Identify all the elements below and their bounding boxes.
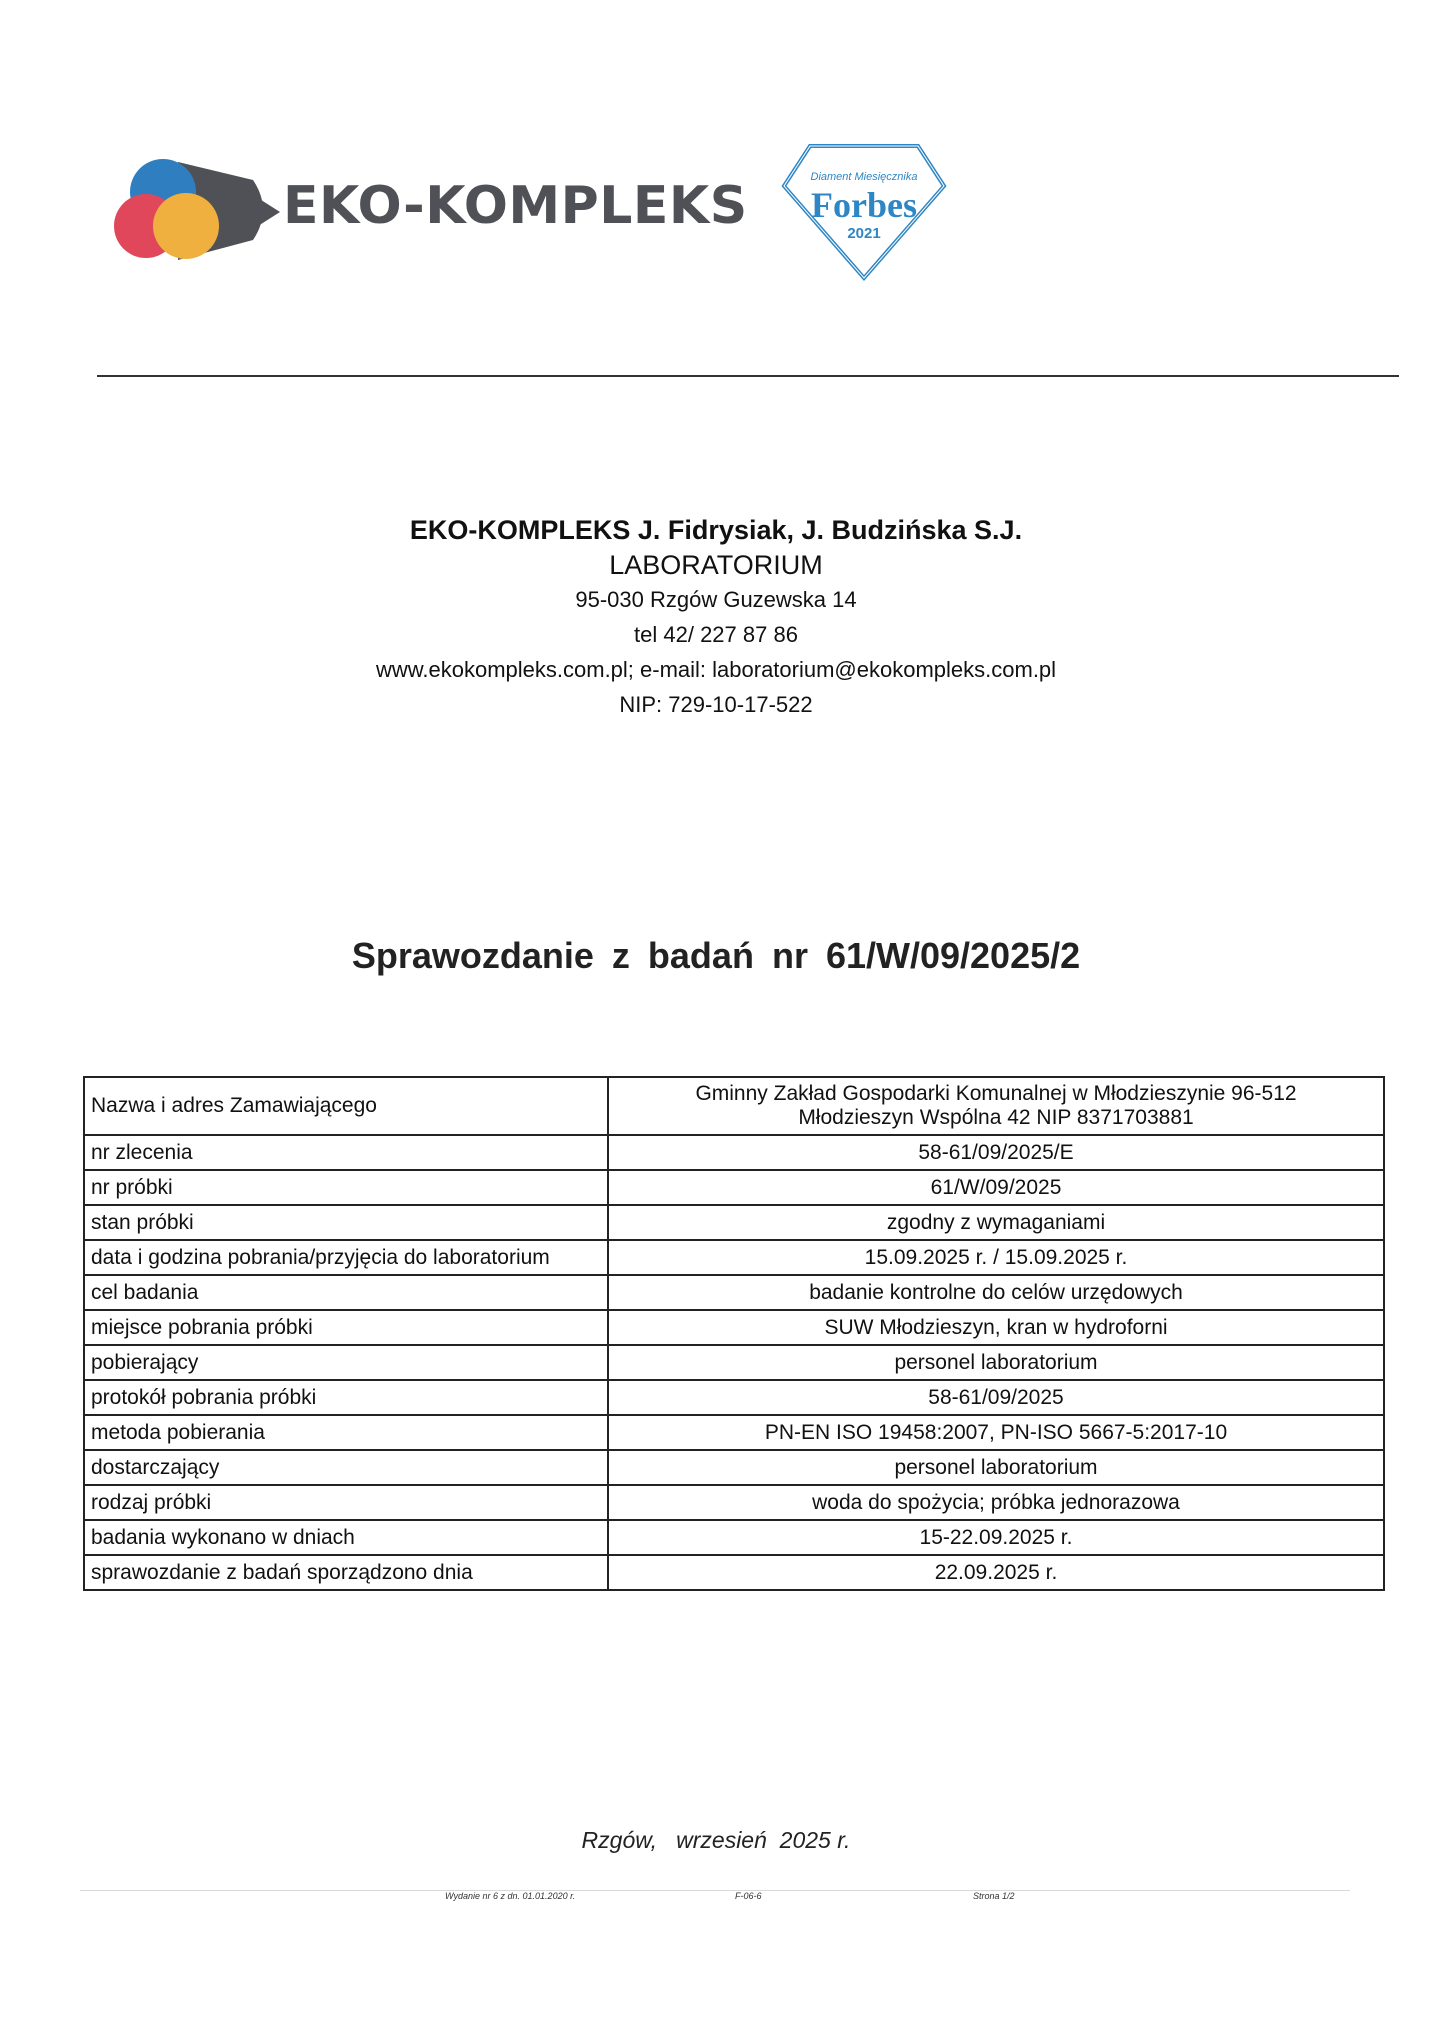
row-label: nr zlecenia	[84, 1135, 608, 1170]
company-header	[0, 512, 1432, 722]
row-value: badanie kontrolne do celów urzędowych	[608, 1275, 1384, 1310]
table-row	[84, 1380, 1384, 1415]
row-value: woda do spożycia; próbka jednorazowa	[608, 1485, 1384, 1520]
row-value: PN-EN ISO 19458:2007, PN-ISO 5667-5:2017-10	[608, 1415, 1384, 1450]
report-title-word: badań	[647, 935, 754, 976]
report-title-word: Sprawozdanie	[351, 935, 594, 976]
table-row	[84, 1310, 1384, 1345]
row-value: 58-61/09/2025	[608, 1380, 1384, 1415]
table-row	[84, 1485, 1384, 1520]
company-nip: NIP: 729-10-17-522	[619, 692, 813, 717]
row-label: stan próbki	[84, 1205, 608, 1240]
row-label: Nazwa i adres Zamawiającego	[84, 1077, 608, 1135]
row-label: data i godzina pobrania/przyjęcia do laboratorium	[84, 1240, 608, 1275]
table-row	[84, 1415, 1384, 1450]
row-label: miejsce pobrania próbki	[84, 1310, 608, 1345]
row-value: personel laboratorium	[608, 1450, 1384, 1485]
row-label: rodzaj próbki	[84, 1485, 608, 1520]
report-title-word: nr	[771, 935, 808, 976]
report-title	[0, 935, 1432, 977]
report-number: 61/W/09/2025/2	[825, 935, 1081, 976]
table-row	[84, 1520, 1384, 1555]
table-row	[84, 1450, 1384, 1485]
row-value: 15.09.2025 r. / 15.09.2025 r.	[608, 1240, 1384, 1275]
table-row	[84, 1345, 1384, 1380]
footer-page-number: Strona 1/2	[973, 1891, 1015, 1901]
table-row	[84, 1240, 1384, 1275]
table-row	[84, 1205, 1384, 1240]
row-label: badania wykonano w dniach	[84, 1520, 608, 1555]
badge-brand: Forbes	[811, 185, 917, 225]
lab-name: LABORATORIUM	[609, 550, 823, 580]
table-row	[84, 1275, 1384, 1310]
row-value: 61/W/09/2025	[608, 1170, 1384, 1205]
company-web-email: www.ekokompleks.com.pl; e-mail: laboratorium@ekokompleks.com.pl	[375, 657, 1057, 682]
company-name: EKO-KOMPLEKS J. Fidrysiak, J. Budzińska S.J.	[409, 515, 1023, 545]
row-label: metoda pobierania	[84, 1415, 608, 1450]
company-address: 95-030 Rzgów Guzewska 14	[575, 587, 857, 612]
row-label: dostarczający	[84, 1450, 608, 1485]
row-label: pobierający	[84, 1345, 608, 1380]
footer-edition: Wydanie nr 6 z dn. 01.01.2020 r.	[445, 1891, 576, 1901]
row-value: 22.09.2025 r.	[608, 1555, 1384, 1590]
row-label: sprawozdanie z badań sporządzono dnia	[84, 1555, 608, 1590]
logo-text: EKO-KOMPLEKS	[283, 176, 748, 236]
footer-form-code: F-06-6	[735, 1891, 762, 1901]
place-and-date: Rzgów, wrzesień 2025 r.	[581, 1827, 851, 1853]
table-row	[84, 1170, 1384, 1205]
row-value	[608, 1077, 1384, 1135]
client-name-line: Gminny Zakład Gospodarki Komunalnej w Młodzieszynie 96-512	[695, 1082, 1297, 1105]
header-divider	[97, 375, 1399, 377]
table-row	[84, 1135, 1384, 1170]
row-value: 15-22.09.2025 r.	[608, 1520, 1384, 1555]
forbes-badge	[780, 142, 948, 282]
company-phone: tel 42/ 227 87 86	[634, 622, 798, 647]
client-address-line: Młodzieszyn Wspólna 42 NIP 8371703881	[798, 1106, 1194, 1129]
table-row	[84, 1555, 1384, 1590]
footer-divider	[80, 1890, 1350, 1891]
logo-circles-icon	[108, 150, 283, 280]
row-value: SUW Młodzieszyn, kran w hydroforni	[608, 1310, 1384, 1345]
company-logo	[108, 150, 748, 280]
row-label: protokół pobrania próbki	[84, 1380, 608, 1415]
report-details-table	[83, 1076, 1385, 1591]
row-value: personel laboratorium	[608, 1345, 1384, 1380]
row-value: 58-61/09/2025/E	[608, 1135, 1384, 1170]
badge-year: 2021	[847, 225, 881, 242]
row-label: cel badania	[84, 1275, 608, 1310]
badge-subtitle: Diament Miesięcznika	[810, 171, 918, 183]
row-value: zgodny z wymaganiami	[608, 1205, 1384, 1240]
table-row	[84, 1077, 1384, 1135]
row-label: nr próbki	[84, 1170, 608, 1205]
report-title-word: z	[611, 935, 630, 976]
